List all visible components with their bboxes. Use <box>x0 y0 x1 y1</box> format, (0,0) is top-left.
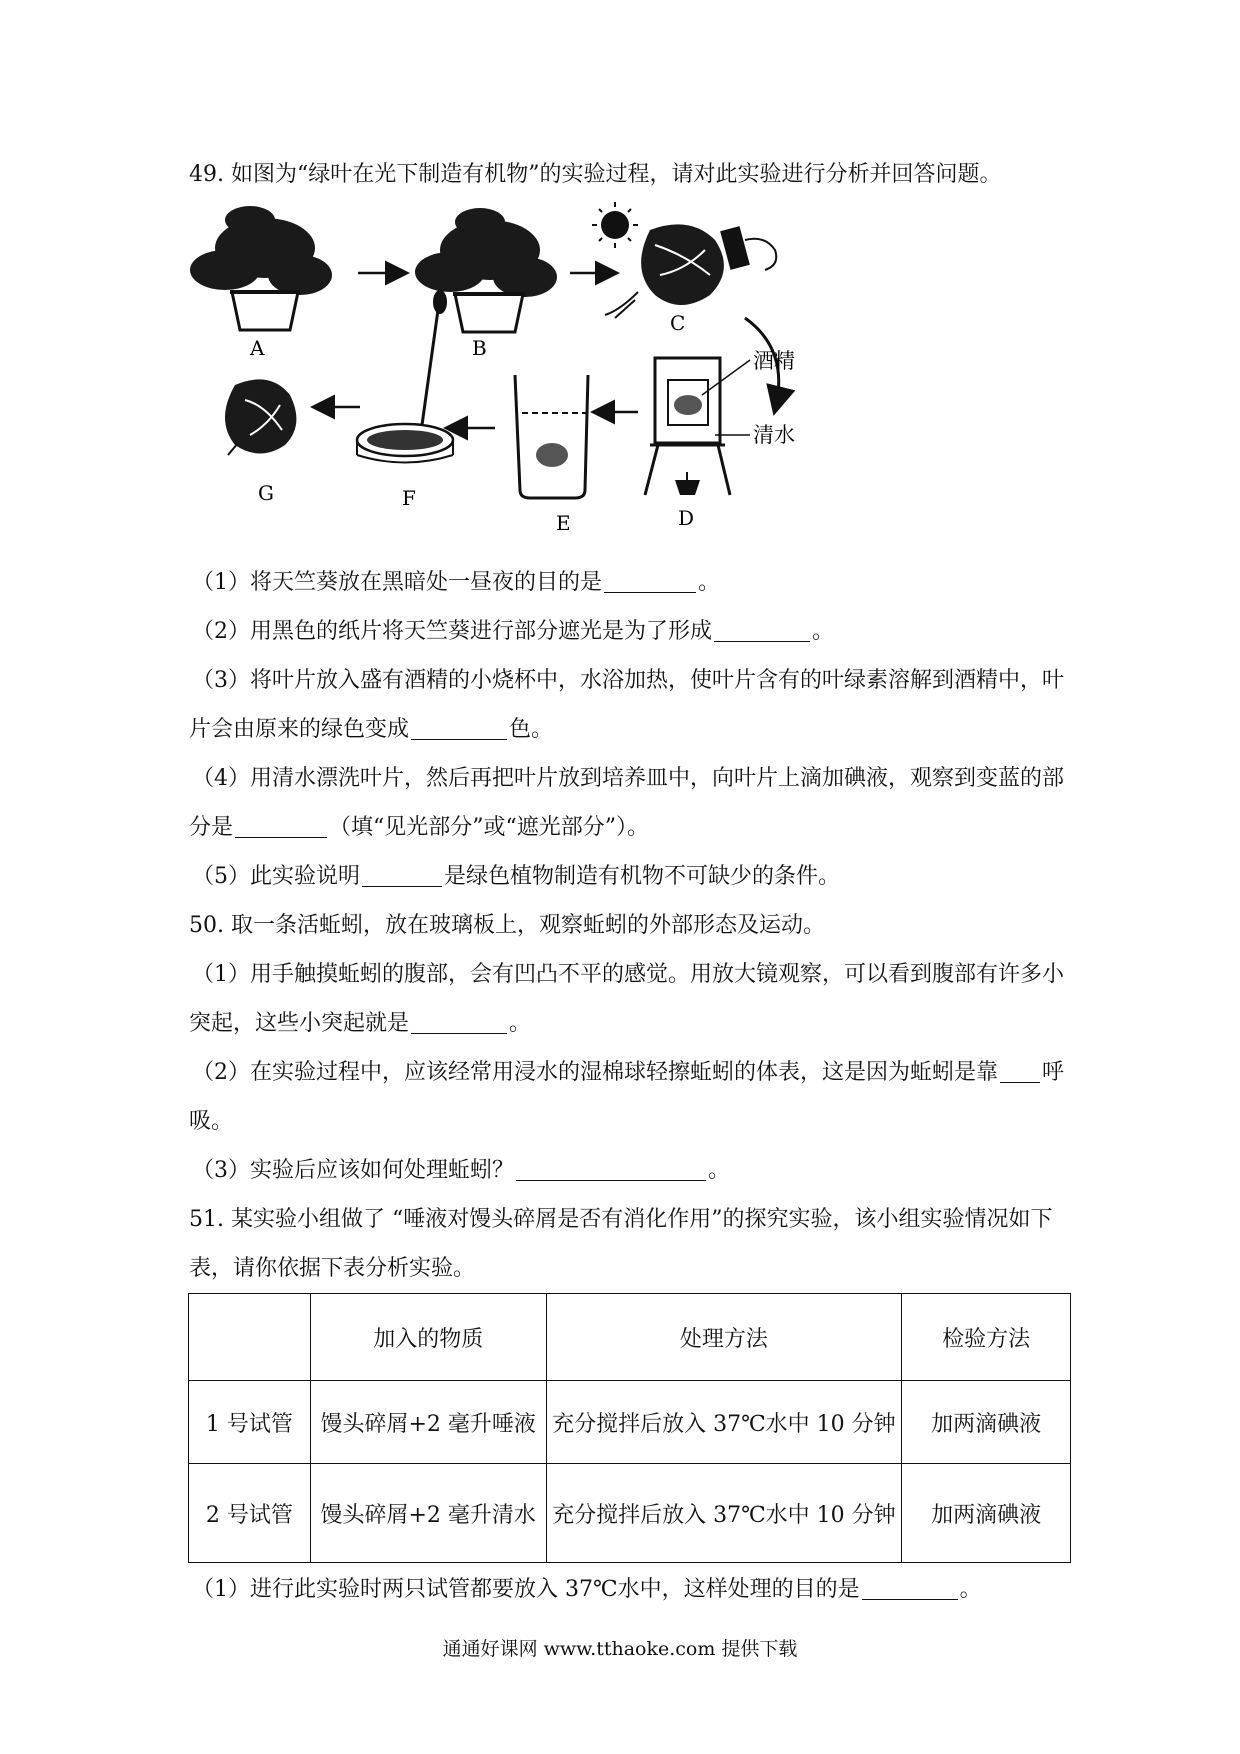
answer-blank[interactable] <box>714 619 810 642</box>
table-cell: 加两滴碘液 <box>902 1464 1071 1563</box>
q49-p4-line1: （4）用清水漂洗叶片，然后再把叶片放到培养皿中，向叶片上滴加碘液，观察到变蓝的部 <box>192 766 1065 791</box>
q49-p5: （5）此实验说明 是绿色植物制造有机物不可缺少的条件。 <box>192 864 841 889</box>
experiment-table <box>188 1293 1071 1563</box>
label-c: C <box>670 311 686 335</box>
answer-blank[interactable] <box>862 1577 958 1600</box>
experiment-figure <box>190 200 1090 555</box>
q51-title-line2: 表，请你依据下表分析实验。 <box>189 1256 476 1281</box>
table-cell: 充分搅拌后放入 37℃水中 10 分钟 <box>546 1381 902 1464</box>
label-b: B <box>472 336 487 360</box>
table-header-cell: 加入的物质 <box>310 1294 546 1381</box>
q49-p2: （2）用黑色的纸片将天竺葵进行部分遮光是为了形成 。 <box>192 619 835 644</box>
sun-icon <box>601 211 629 239</box>
q49-p3-line2: 片会由原来的绿色变成 色。 <box>189 717 554 742</box>
petri-dish-f-illustration <box>357 290 453 463</box>
answer-blank[interactable] <box>411 717 507 740</box>
q49-p1: （1）将天竺葵放在黑暗处一昼夜的目的是 。 <box>192 570 721 595</box>
table-cell: 充分搅拌后放入 37℃水中 10 分钟 <box>546 1464 902 1563</box>
q50-p2-line1: （2）在实验过程中，应该经常用浸水的湿棉球轻擦蚯蚓的体表，这是因为蚯蚓是靠 呼 <box>192 1060 1065 1085</box>
q49-title: 49. 如图为“绿叶在光下制造有机物”的实验过程，请对此实验进行分析并回答问题。 <box>189 162 1002 187</box>
q49-p3-line1: （3）将叶片放入盛有酒精的小烧杯中，水浴加热，使叶片含有的叶绿素溶解到酒精中，叶 <box>192 668 1065 693</box>
q49-p4-line2: 分是 （填“见光部分”或“遮光部分”）。 <box>189 815 650 840</box>
leaf-c-illustration <box>605 224 776 318</box>
table-cell: 1 号试管 <box>189 1381 311 1464</box>
table-cell: 2 号试管 <box>189 1464 311 1563</box>
table-header-cell: 处理方法 <box>546 1294 902 1381</box>
page-footer: 通通好课网 www.tthaoke.com 提供下载 <box>442 1638 798 1660</box>
water-bath-apparatus-d <box>645 358 750 495</box>
answer-blank[interactable] <box>235 815 327 838</box>
answer-blank[interactable] <box>516 1158 706 1181</box>
table-row <box>189 1464 1071 1563</box>
table-cell: 馒头碎屑+2 毫升唾液 <box>310 1381 546 1464</box>
plant-a-illustration <box>190 206 332 330</box>
label-d: D <box>678 506 695 530</box>
plant-b-illustration <box>415 202 638 332</box>
q51-title-line1: 51. 某实验小组做了 “唾液对馒头碎屑是否有消化作用”的探究实验，该小组实验情况如下 <box>189 1207 1053 1232</box>
table-header-cell: 检验方法 <box>902 1294 1071 1381</box>
beaker-e-illustration <box>515 375 588 498</box>
q50-title: 50. 取一条活蚯蚓，放在玻璃板上，观察蚯蚓的外部形态及运动。 <box>189 913 825 938</box>
table-header-row <box>189 1294 1071 1381</box>
q50-p2-line2: 吸。 <box>189 1109 234 1134</box>
table-cell: 馒头碎屑+2 毫升清水 <box>310 1464 546 1563</box>
q51-p1: （1）进行此实验时两只试管都要放入 37℃水中，这样处理的目的是 。 <box>192 1577 982 1602</box>
answer-blank[interactable] <box>362 864 442 887</box>
q50-p1-line1: （1）用手触摸蚯蚓的腹部，会有凹凸不平的感觉。用放大镜观察，可以看到腹部有许多小 <box>192 962 1065 987</box>
table-header-cell <box>189 1294 311 1381</box>
alcohol-label: 酒精 <box>753 349 795 373</box>
label-f: F <box>402 486 416 510</box>
answer-blank[interactable] <box>1000 1060 1040 1083</box>
q50-p1-line2: 突起，这些小突起就是 。 <box>189 1011 532 1036</box>
water-label: 清水 <box>753 423 795 447</box>
label-e: E <box>556 511 571 535</box>
leaf-g-illustration <box>225 379 296 455</box>
label-a: A <box>250 336 265 360</box>
table-row <box>189 1381 1071 1464</box>
answer-blank[interactable] <box>604 570 696 593</box>
label-g: G <box>258 481 274 505</box>
q50-p3: （3）实验后应该如何处理蚯蚓？ 。 <box>192 1158 731 1183</box>
answer-blank[interactable] <box>411 1011 507 1034</box>
table-cell: 加两滴碘液 <box>902 1381 1071 1464</box>
